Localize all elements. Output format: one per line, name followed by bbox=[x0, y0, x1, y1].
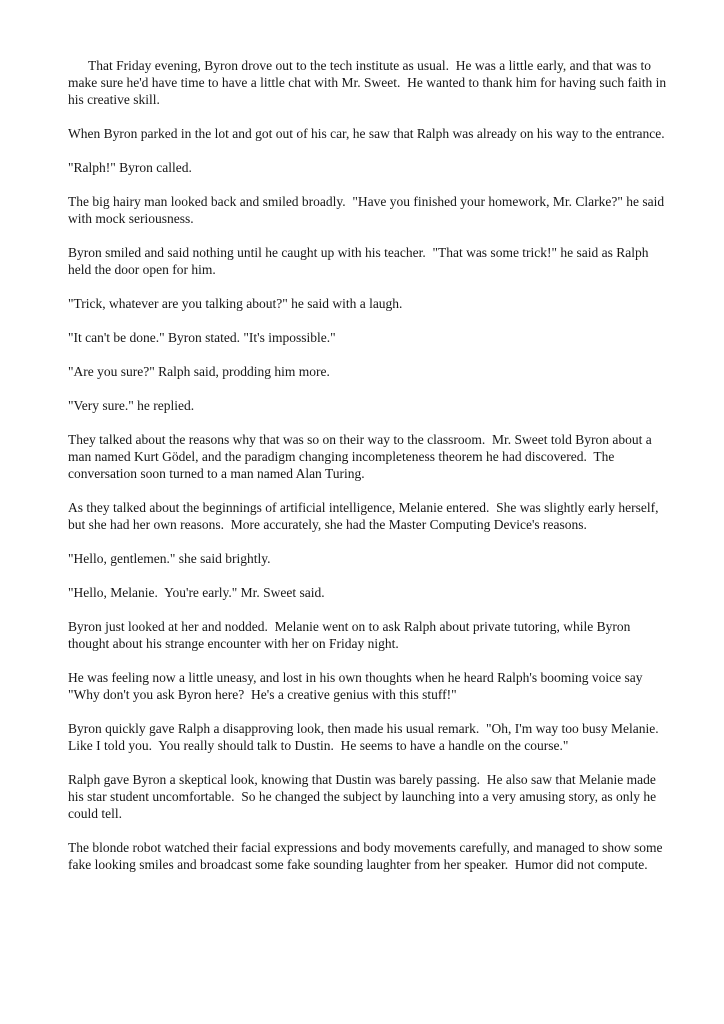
paragraph: That Friday evening, Byron drove out to the tech institute as usual. He was a little early, and that was to make sure he'd have time to have a little chat with Mr. Sweet. He wanted to thank him for having such faith in his creative skill. bbox=[68, 58, 670, 107]
paragraph: "Hello, gentlemen." she said brightly. bbox=[68, 551, 271, 566]
paragraph: Byron just looked at her and nodded. Melanie went on to ask Ralph about private tutoring, while Byron thought about his strange encounter with her on Friday night. bbox=[68, 619, 634, 651]
paragraph: Byron quickly gave Ralph a disapproving look, then made his usual remark. "Oh, I'm way too busy Melanie. Like I told you. You really should talk to Dustin. He seems to have a handle on the course." bbox=[68, 721, 666, 753]
paragraph: Byron smiled and said nothing until he caught up with his teacher. "That was some trick!" he said as Ralph held the door open for him. bbox=[68, 245, 652, 277]
page-text bbox=[68, 57, 668, 890]
paragraph: "Are you sure?" Ralph said, prodding him more. bbox=[68, 364, 330, 379]
paragraph: "Hello, Melanie. You're early." Mr. Sweet said. bbox=[68, 585, 325, 600]
paragraph: Ralph gave Byron a skeptical look, knowing that Dustin was barely passing. He also saw that Melanie made his star student uncomfortable. So he changed the subject by launching into a very amusing story, as only he could tell. bbox=[68, 772, 660, 821]
paragraph: As they talked about the beginnings of artificial intelligence, Melanie entered. She was slightly early herself, but she had her own reasons. More accurately, she had the Master Computing Device's reasons. bbox=[68, 500, 662, 532]
paragraph: "Trick, whatever are you talking about?" he said with a laugh. bbox=[68, 296, 403, 311]
paragraph: "It can't be done." Byron stated. "It's impossible." bbox=[68, 330, 336, 345]
paragraph: "Very sure." he replied. bbox=[68, 398, 195, 413]
paragraph: He was feeling now a little uneasy, and lost in his own thoughts when he heard Ralph's booming voice say "Why don't you ask Byron here? He's a creative genius with this stuff!" bbox=[68, 670, 646, 702]
paragraph: "Ralph!" Byron called. bbox=[68, 160, 192, 175]
paragraph: They talked about the reasons why that was so on their way to the classroom. Mr. Sweet told Byron about a man named Kurt Gödel, and the paradigm changing incompleteness theorem he had discovered. The conversation soon turned to a man named Alan Turing. bbox=[68, 432, 656, 481]
paragraph: The big hairy man looked back and smiled broadly. "Have you finished your homework, Mr. Clarke?" he said with mock seriousness. bbox=[68, 194, 668, 226]
paragraph: When Byron parked in the lot and got out of his car, he saw that Ralph was already on his way to the entrance. bbox=[68, 126, 665, 141]
paragraph: The blonde robot watched their facial expressions and body movements carefully, and managed to show some fake looking smiles and broadcast some fake sounding laughter from her speaker. Humor did not compute. bbox=[68, 840, 666, 872]
